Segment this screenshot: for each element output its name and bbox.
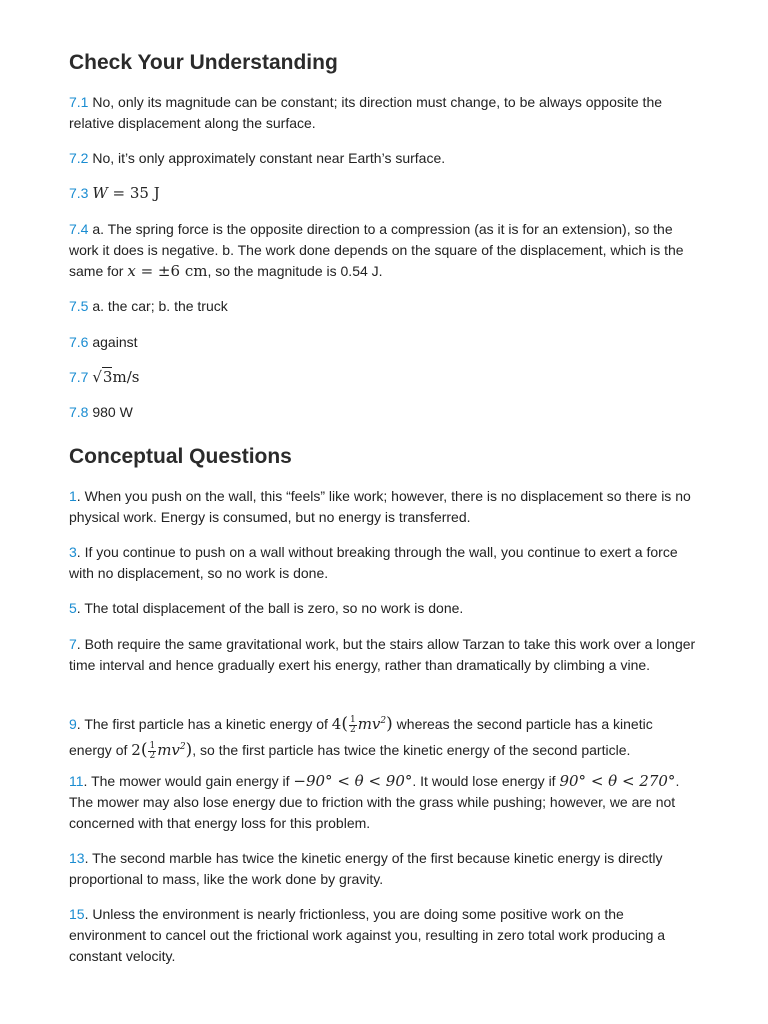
question-label[interactable]: 1 <box>69 488 77 504</box>
fraction-numerator: 1 <box>149 740 156 751</box>
question-text: , so the first particle has twice the kinetic energy of the second particle. <box>192 742 631 758</box>
heading-check-your-understanding: Check Your Understanding <box>69 51 338 74</box>
answer-7-6 <box>69 332 699 353</box>
answer-label[interactable]: 7.4 <box>69 221 89 237</box>
fraction-numerator: 1 <box>349 714 356 725</box>
math-angle-range-lose: 90° < θ < 270° <box>559 772 676 790</box>
math-kinetic-2: 2( $\frac{1}{2}$ $mv^2$) <box>131 740 193 761</box>
question-text: . The second marble has twice the kinetic energy of the first because kinetic energy is directly proportional to mass, like the work done by gravity. <box>69 850 663 887</box>
answer-7-8 <box>69 402 699 423</box>
math-var: x <box>127 262 136 280</box>
question-11 <box>69 771 699 834</box>
fraction-denominator: 2 <box>349 724 356 735</box>
answer-label[interactable]: 7.7 <box>69 369 89 385</box>
math-unit: m/s <box>112 368 140 386</box>
sqrt-radicand: 3 <box>102 368 113 386</box>
question-text: . Both require the same gravitational work, but the stairs allow Tarzan to take this work over a longer time interval and hence gradually exert his energy, rather than dramatically by climbing a vine. <box>69 636 696 673</box>
question-label[interactable]: 3 <box>69 544 77 560</box>
question-1 <box>69 486 699 528</box>
math-var: mv <box>157 741 180 759</box>
answer-label[interactable]: 7.5 <box>69 298 89 314</box>
question-text: . The mower may also lose energy due to friction with the grass while pushing; however, we are not concerned with that energy loss for this problem. <box>69 773 680 831</box>
math-fraction <box>148 742 156 761</box>
question-text: whereas the second particle has a kinetic energy of <box>69 716 653 758</box>
answer-text: No, only its magnitude can be constant; its direction must change, to be always opposite the relative displacement along the surface. <box>69 94 663 131</box>
question-text: . The first particle has a kinetic energy of <box>76 716 332 732</box>
math-kinetic-4: 4( $\frac{1}{2}$ $mv^2$) <box>331 714 393 735</box>
answer-label[interactable]: 7.6 <box>69 334 89 350</box>
answer-7-4 <box>69 219 699 282</box>
answer-7-5 <box>69 296 699 317</box>
answer-label[interactable]: 7.1 <box>69 94 89 110</box>
answer-text: No, it’s only approximately constant near Earth’s surface. <box>88 150 446 166</box>
question-13 <box>69 848 699 890</box>
answer-label[interactable]: 7.2 <box>69 150 89 166</box>
fraction-denominator: 2 <box>149 750 156 761</box>
heading-conceptual-questions: Conceptual Questions <box>69 445 292 468</box>
question-15 <box>69 904 699 967</box>
answer-7-3 <box>69 183 699 204</box>
question-text: . If you continue to push on a wall without breaking through the wall, you continue to exert a force with no displacement, so no work is done. <box>69 544 678 581</box>
math-fraction <box>349 716 357 735</box>
answer-7-7 <box>69 367 699 388</box>
answer-text: against <box>88 334 138 350</box>
question-label[interactable]: 9 <box>69 716 77 732</box>
question-label[interactable]: 13 <box>69 850 85 866</box>
question-text: . When you push on the wall, this “feels” like work; however, there is no displacement so there is no physical work. Energy is consumed, but no energy is transferred. <box>69 488 691 525</box>
question-9 <box>69 710 699 762</box>
math-rest: = ±6 cm <box>135 262 208 280</box>
math-coefficient: 4 <box>331 715 342 733</box>
math-coefficient: 2 <box>131 741 141 759</box>
math-exponent: 2 <box>380 716 387 726</box>
question-label[interactable]: 5 <box>69 600 77 616</box>
question-5 <box>69 598 699 619</box>
question-label[interactable]: 15 <box>69 906 85 922</box>
math-rest: = 35 J <box>107 184 160 202</box>
math-exponent: 2 <box>179 742 186 752</box>
answer-text: , so the magnitude is 0.54 J. <box>207 263 383 279</box>
question-text: . The total displacement of the ball is zero, so no work is done. <box>76 600 464 616</box>
question-label[interactable]: 11 <box>69 773 84 789</box>
question-label[interactable]: 7 <box>69 636 77 652</box>
answer-label[interactable]: 7.3 <box>69 185 89 201</box>
answer-text: a. The spring force is the opposite direction to a compression (as it is for an extension), so the work it does is negative. b. The work done depends on the square of the displacement, which is the same for <box>69 221 684 279</box>
question-text: . It would lose energy if <box>412 773 560 789</box>
answer-text: a. the car; b. the truck <box>88 298 228 314</box>
math-var: W <box>92 184 108 202</box>
math-angle-range-gain: −90° < θ < 90° <box>293 772 413 790</box>
math-var: mv <box>357 715 381 733</box>
question-text: . Unless the environment is nearly frictionless, you are doing some positive work on the environment to cancel out the frictional work against you, resulting in zero total work producing a constant velocity. <box>69 906 666 964</box>
question-text: . The mower would gain energy if <box>83 773 294 789</box>
answer-label[interactable]: 7.8 <box>69 404 89 420</box>
math-expression <box>92 184 159 202</box>
math-sqrt: √3m/s <box>92 368 140 386</box>
answer-7-2 <box>69 148 699 169</box>
answer-text: 980 W <box>88 404 133 420</box>
question-7 <box>69 634 699 676</box>
math-expression <box>127 262 207 280</box>
question-3 <box>69 542 699 584</box>
answer-7-1 <box>69 92 699 134</box>
